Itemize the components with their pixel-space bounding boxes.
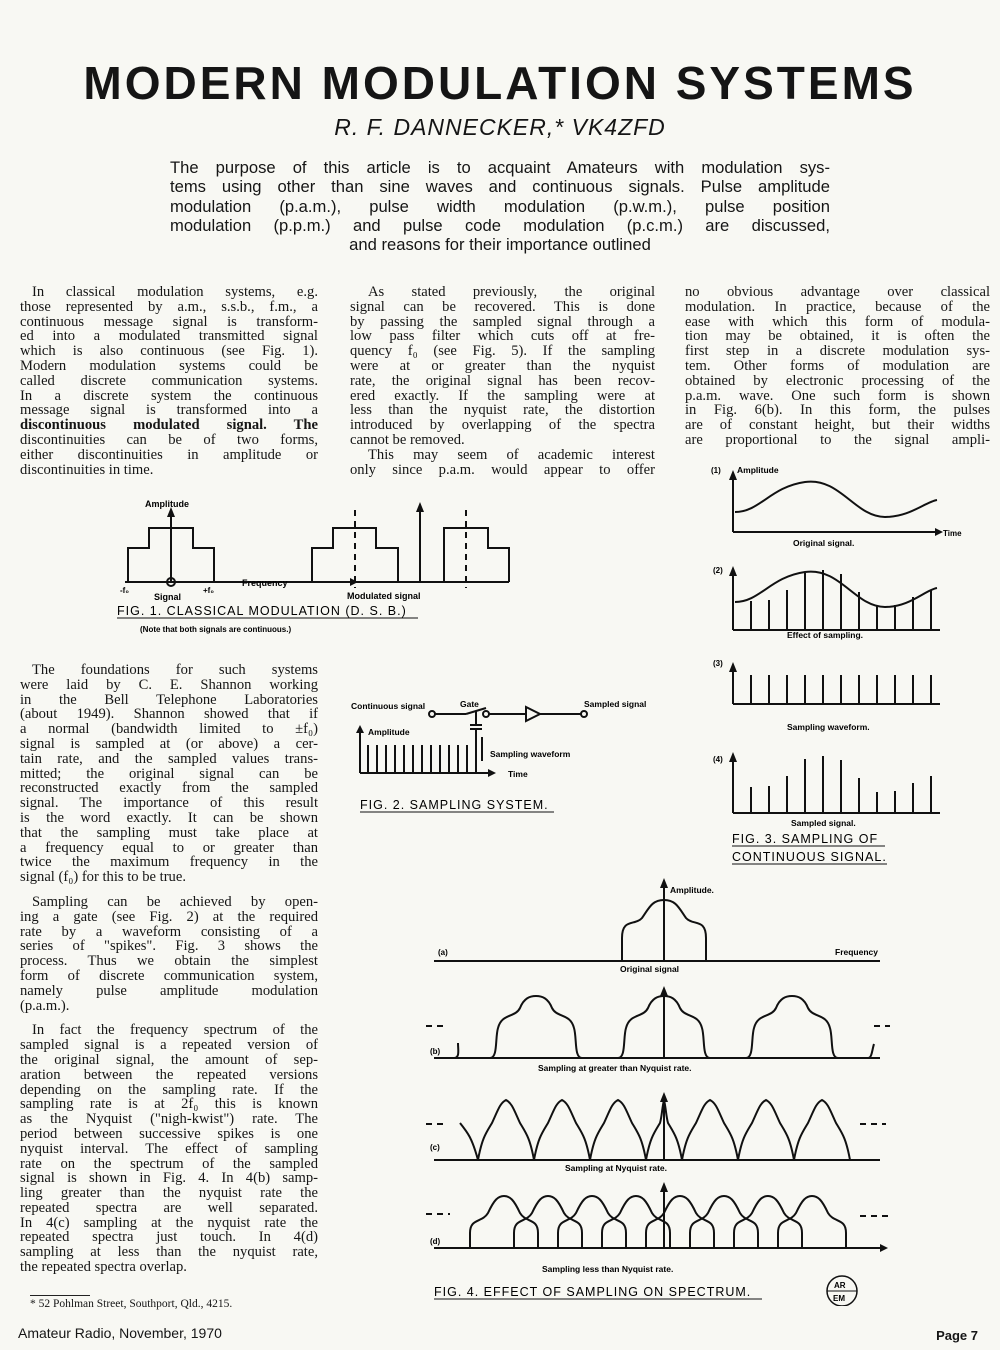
fig4-label-d: (d) — [430, 1237, 441, 1246]
text-line: message signal is transformed into a — [20, 403, 318, 419]
fig4-greater-label: Sampling at greater than Nyquist rate. — [538, 1063, 692, 1073]
text-line: aration between the repeated versions — [20, 1067, 318, 1083]
text-line: modulation. In practice, because of the — [685, 299, 990, 315]
text-line: a frequency equal to or greater than — [20, 840, 318, 856]
text-line: depending on the sampling rate. If the — [20, 1082, 318, 1098]
text-line: ered exactly. If the sampling were at — [350, 388, 655, 404]
text-line: only since p.a.m. would appear to offer — [350, 462, 655, 478]
fig1-amplitude-label: Amplitude — [145, 499, 189, 509]
text-line: As stated previously, the original — [368, 285, 655, 300]
text-line: the repeated spectra overlap. — [20, 1260, 187, 1275]
fig2-waveform-label: Sampling waveform — [490, 749, 571, 759]
fig1-note: (Note that both signals are continuous.) — [140, 625, 292, 634]
fig4-less-label: Sampling less than Nyquist rate. — [542, 1264, 674, 1274]
text-line: sampled signal is a repeated version of — [20, 1038, 318, 1053]
fig3-caption-line-2: CONTINUOUS SIGNAL. — [732, 850, 887, 864]
text-line: obtained by electronic processing of the — [685, 373, 990, 389]
footnote: * 52 Pohlman Street, Southport, Qld., 4215. — [30, 1298, 233, 1310]
text-line: This may seem of academic interest — [368, 447, 655, 463]
text-line: were laid by C. E. Shannon working — [20, 677, 318, 693]
fig3-panel-2-label: (2) — [713, 566, 723, 575]
fig4-label-a: (a) — [438, 948, 448, 957]
intro-paragraph — [170, 158, 830, 254]
footer-publication: Amateur Radio, November, 1970 — [18, 1325, 222, 1341]
text-line: no obvious advantage over classical — [685, 285, 990, 300]
fig4-amplitude-label: Amplitude. — [670, 885, 714, 895]
ar-em-logo — [827, 1276, 857, 1306]
intro-line: modulation (p.a.m.), pulse width modulation (p.w.m.), pulse position — [170, 196, 830, 216]
text-line: quency f₀ (see Fig. 5). If the sampling — [350, 344, 655, 359]
logo-bottom: EM — [833, 1294, 845, 1303]
text-line: rate, the original signal has been recov- — [350, 373, 655, 389]
fig2-continuous-label: Continuous signal — [351, 701, 426, 711]
intro-line: tems using other than sine waves and continuous signals. Pulse amplitude — [170, 177, 830, 197]
text-line: period between successive spikes is one — [20, 1126, 318, 1142]
fig3-time-label: Time — [943, 529, 962, 538]
intro-line: and reasons for their importance outlined — [349, 235, 651, 255]
fig1-neg-f0: -f₀ — [120, 586, 129, 595]
text-line: tem. Other forms of modulation are — [685, 358, 990, 374]
text-line: discontinuities can be of two forms, — [20, 432, 318, 448]
author-line: R. F. DANNECKER,* VK4ZFD — [334, 114, 666, 140]
text-line: namely pulse amplitude modulation — [20, 983, 318, 999]
fig3-panel-4-label: (4) — [713, 755, 723, 764]
text-line: rate by a waveform consisting of a — [20, 924, 318, 940]
text-line: low pass filter which cuts off at fre- — [350, 329, 655, 345]
text-line: signal can be recovered. This is done — [350, 299, 655, 315]
column-1-text — [20, 285, 318, 477]
text-line: are of constant height, but their widths — [685, 418, 990, 433]
text-line: sampling at less than the nyquist rate, — [20, 1245, 318, 1261]
text-line: repeated spectra are well separated. — [20, 1200, 318, 1216]
text-line: discontinuous modulated signal. The — [20, 418, 318, 433]
text-line: first step in a discrete modulation sys- — [685, 344, 990, 359]
fig2-time-label: Time — [508, 769, 528, 779]
text-line: introduced by overlapping of the spectra — [350, 418, 655, 433]
text-line: signal (f₀) for this to be true. — [20, 870, 186, 885]
text-line: those represented by a.m., s.s.b., f.m., a — [20, 299, 318, 315]
text-line: ling greater than the nyquist rate the — [20, 1186, 318, 1201]
text-line: signal is shown in Fig. 4. In 4(b) samp- — [20, 1171, 318, 1187]
text-line: repeated spectra just touch. In 4(d) — [20, 1230, 318, 1246]
figure-2 — [348, 695, 673, 820]
fig4-frequency-label: Frequency — [835, 947, 878, 957]
fig3-original-label: Original signal. — [793, 538, 855, 548]
article-title: MODERN MODULATION SYSTEMS — [83, 57, 917, 109]
text-line: continuous message signal is transform- — [20, 314, 318, 330]
left-column-lower-text — [20, 663, 318, 1275]
text-line: is the word exactly. It can be shown — [20, 810, 318, 826]
column-2-text — [350, 285, 655, 477]
text-line: Sampling can be achieved by open- — [32, 894, 318, 910]
text-line: were at or greater than the nyquist — [350, 358, 655, 374]
text-line: cannot be removed. — [350, 432, 465, 448]
text-line: (about 1949). Shannon showed that if — [20, 707, 318, 723]
text-line: sampling rate is at 2f₀ this is known — [20, 1097, 318, 1113]
fig2-amplitude-label: Amplitude — [368, 727, 410, 737]
text-line: signal is sampled at (or above) a cer- — [20, 736, 318, 752]
text-line: process. Thus we obtain the simplest — [20, 954, 318, 969]
fig3-effect-label: Effect of sampling. — [787, 630, 864, 640]
text-line: reconstructed exactly from the sampled — [20, 781, 318, 797]
text-line: In fact the frequency spectrum of the — [32, 1023, 318, 1039]
text-line: ease with which this form of modula- — [685, 314, 990, 330]
fig3-panel-3-label: (3) — [713, 659, 723, 668]
fig2-caption: FIG. 2. SAMPLING SYSTEM. — [360, 798, 549, 812]
text-line: In a discrete system the continuous — [20, 388, 318, 404]
text-line: rate on the spectrum of the sampled — [20, 1156, 318, 1172]
fig3-amplitude-label: Amplitude — [737, 465, 779, 475]
intro-line: The purpose of this article is to acquaint Amateurs with modulation sys- — [170, 158, 830, 177]
text-line: ed into a modulated transmitted signal — [20, 329, 318, 345]
text-line: (p.a.m.). — [20, 998, 70, 1014]
text-line: called discrete communication systems. — [20, 373, 318, 389]
text-line: twice the maximum frequency in the — [20, 855, 318, 871]
fig3-caption-line-1: FIG. 3. SAMPLING OF — [732, 832, 879, 846]
text-line: the original signal, the amount of sep- — [20, 1052, 318, 1068]
text-line: which is also continuous (see Fig. 1). — [20, 344, 318, 359]
fig3-sampled-label: Sampled signal. — [791, 818, 856, 828]
text-line: signal. The importance of this result — [20, 796, 318, 811]
fig2-sampled-label: Sampled signal — [584, 699, 647, 709]
fig1-pos-f0: +f₀ — [203, 586, 214, 595]
text-line: mitted; the original signal can be — [20, 766, 318, 782]
footer-page-number: Page 7 — [936, 1328, 978, 1343]
fig3-panel-1-label: (1) — [711, 466, 721, 475]
text-line: in Fig. 6(b). In this form, the pulses — [685, 403, 990, 419]
text-line: in the Bell Telephone Laboratories — [20, 692, 318, 708]
text-line: less than the nyquist rate, the distortion — [350, 403, 655, 419]
text-line: form of discrete communication system, — [20, 968, 318, 984]
text-line: either discontinuities in amplitude or — [20, 447, 318, 463]
text-line: tion may be obtained, it is often the — [685, 329, 990, 345]
fig4-nyquist-label: Sampling at Nyquist rate. — [565, 1163, 668, 1173]
intro-line: modulation (p.p.m.) and pulse code modulation (p.c.m.) are discussed, — [170, 215, 830, 235]
text-line: series of "spikes". Fig. 3 shows the — [20, 939, 318, 955]
text-line: In 4(c) sampling at the nyquist rate the — [20, 1215, 318, 1231]
fig4-label-c: (c) — [430, 1143, 440, 1152]
text-line: In classical modulation systems, e.g. — [32, 285, 318, 300]
fig4-caption: FIG. 4. EFFECT OF SAMPLING ON SPECTRUM. — [434, 1285, 752, 1299]
text-line: p.a.m. wave. One such form is shown — [685, 388, 990, 404]
fig1-modulated-label: Modulated signal — [347, 591, 421, 601]
text-line: tain rate, and the sampled values trans- — [20, 751, 318, 767]
text-line: a normal (bandwidth limited to ±f₀) — [20, 722, 318, 737]
text-line: ing a gate (see Fig. 2) at the required — [20, 909, 318, 925]
fig1-caption: FIG. 1. CLASSICAL MODULATION (D. S. B.) — [117, 604, 407, 618]
column-3-text — [685, 285, 990, 448]
figure-4 — [420, 878, 895, 1306]
text-line: nyquist interval. The effect of sampling — [20, 1141, 318, 1157]
figure-3 — [705, 462, 980, 868]
fig2-gate-label: Gate — [460, 699, 479, 709]
text-line: that the sampling must take place at — [20, 825, 318, 841]
text-line: discontinuities in time. — [20, 462, 154, 478]
logo-top: AR — [834, 1281, 846, 1290]
figure-1 — [110, 490, 550, 645]
fig1-signal-label: Signal — [154, 592, 182, 602]
text-line: The foundations for such systems — [32, 663, 318, 678]
text-line: are proportional to the signal ampli- — [685, 432, 990, 448]
footnote-rule — [30, 1295, 90, 1296]
fig3-sampling-waveform-label: Sampling waveform. — [787, 722, 870, 732]
text-line: by passing the sampled signal through a — [350, 314, 655, 330]
fig4-label-b: (b) — [430, 1047, 441, 1056]
text-line: as the Nyquist ("nigh-kwist") rate. The — [20, 1112, 318, 1127]
text-line: Modern modulation systems could be — [20, 358, 318, 374]
fig1-frequency-label: Frequency — [242, 578, 288, 588]
fig4-original-label: Original signal — [620, 964, 680, 974]
